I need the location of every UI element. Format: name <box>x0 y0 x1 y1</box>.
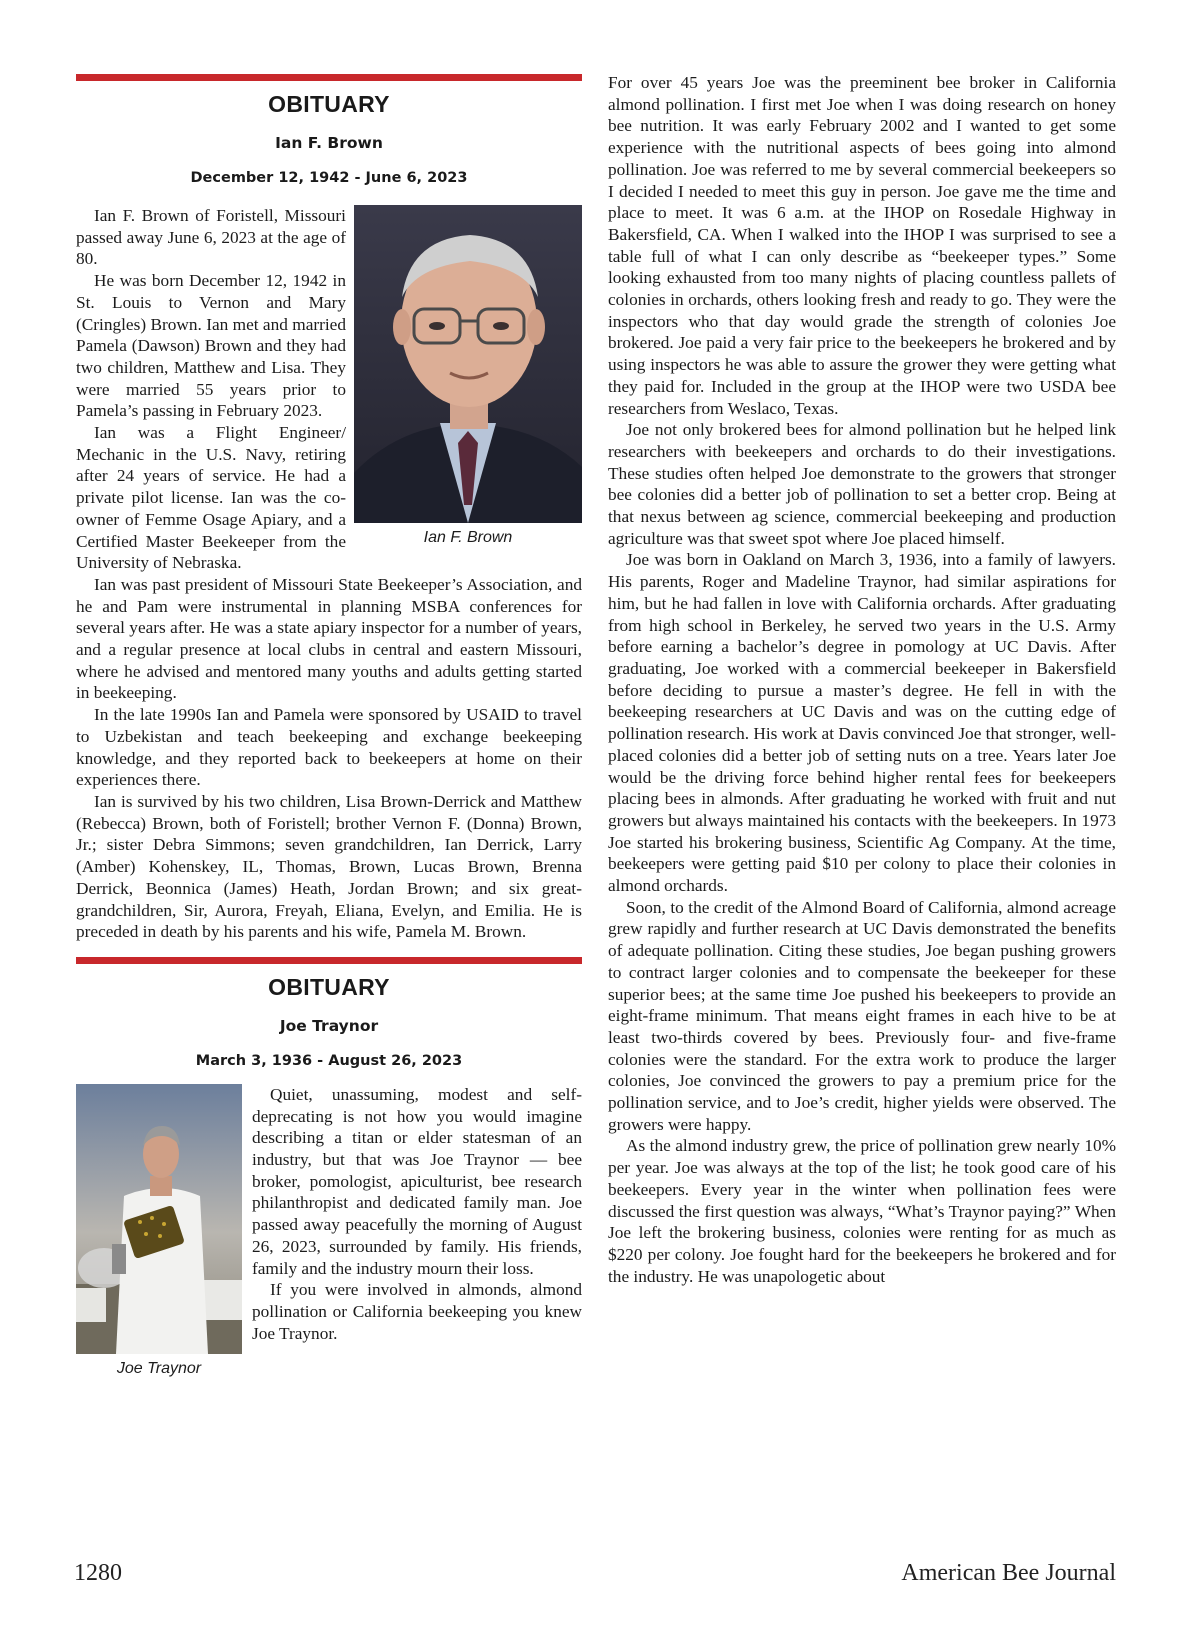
obituary-brown-body <box>76 205 582 943</box>
left-column <box>76 74 582 1380</box>
portrait-photo <box>76 1084 242 1354</box>
section-divider <box>76 74 582 81</box>
paragraph: Ian is survived by his two children, Lisa Brown-Derrick and Matthew (Rebecca) Brown, both of Foristell; brother Vernon F. (Donna) Brown, Jr.; sister Debra Simmons; seven grandchildren, Ian Derrick, Larry (Amber) Kohenskey, IL, Thomas, Brown, Lucas Brown, Brenna Derrick, Beonnica (James) Heath, Jordan Brown; and six great-grandchildren, Sir, Aurora, Freyah, Eliana, Evelyn, and Emilia. He is preceded in death by his parents and his wife, Pamela M. Brown. <box>76 791 582 942</box>
publication-title: American Bee Journal <box>901 1560 1116 1586</box>
right-column <box>608 72 1116 1287</box>
obituary-heading: OBITUARY <box>268 973 390 1000</box>
paragraph: Joe not only brokered bees for almond pollination but he helped link researchers with beekeepers and orchards to do their investigations. These studies often helped Joe demonstrate to the growers that stronger bee colonies did a better job of pollination to set a better crop. Being at that nexus between ag science, commercial beekeeping and production agriculture was that sweet spot where Joe placed himself. <box>608 420 1116 548</box>
paragraph: In the late 1990s Ian and Pamela were sponsored by USAID to travel to Uzbekistan and teach beekeeping and exchange beekeeping knowledge, and they reported back to beekeepers at home on their experiences there. <box>76 705 582 790</box>
paragraph: Ian was a Flight Engineer/ Mechanic in the U.S. Navy, retiring after 24 years of service. He had a private pilot license. Ian was the co-owner of Femme Osage Apiary, and a Certified Master Beekeeper from the University of Nebraska. <box>76 423 346 573</box>
beekeeper-illustration <box>76 1084 242 1354</box>
portrait-illustration <box>354 205 582 523</box>
paragraph: Ian was past president of Missouri State Beekeeper’s Association, and he and Pam were instrumental in planning MSBA conferences for several years after. He was a state apiary inspector for a number of years, and a regular presence at local clubs in central and eastern Missouri, where he advised and mentored many youths and adults getting started in beekeeping. <box>76 574 582 703</box>
paragraph: Joe was born in Oakland on March 3, 1936, into a family of lawyers. His parents, Roger and Madeline Traynor, had similar aspirations for him, but he had fallen in love with California orchards. After graduating from high school in Berkeley, he served two years in the U.S. Army before earning a bachelor’s degree in pomology at UC Davis. After graduating, Joe worked with a commercial beekeeper in Bakersfield before deciding to pursue a master’s degree. He fell in with the beekeeping researchers at UC Davis and was on the cutting edge of pollination research. His work at Davis convinced Joe that stronger, well-placed colonies did a better job of setting nuts on a tree. Years later Joe would be the driving force behind higher rental fees for beekeepers placing bees in almonds. After graduating he worked with fruit and nut growers but always maintained his contacts with the beekeepers. In 1973 Joe started his brokering business, Scientific Ag Company. At the time, beekeepers were getting paid $10 per colony to place their colonies in almond orchards. <box>608 550 1116 896</box>
paragraph: He was born December 12, 1942 in St. Louis to Vernon and Mary (Cringles) Brown. Ian met and married Pamela (Dawson) Brown and they had two children, Matthew and Lisa. They were married 55 years prior to Pamela’s passing in February 2023. <box>76 271 346 421</box>
obituary-heading: OBITUARY <box>268 91 390 117</box>
page-number: 1280 <box>74 1560 122 1586</box>
paragraph: For over 45 years Joe was the preeminent bee broker in California almond pollination. I first met Joe when I was doing research on honey bee nutrition. It was early February 2002 and I wanted to get some experience with the nutritional aspects of bees going into almond pollination. Joe was referred to me by several commercial beekeepers so I decided I needed to meet this guy in person. Joe gave me the time and place to meet. It was 6 a.m. at the IHOP on Rosedale Highway in Bakersfield, CA. When I walked into the IHOP I was surprised to see a table full of what I can only describe as “beekeeper types.” Some looking exhausted from too many nights of placing countless pallets of colonies in orchards, others looking fresh and ready to go. They were the inspectors who that day would grade the strength of colonies Joe brokered. Joe paid a very fair price to the beekeepers he brokered and by using inspectors he was able to assure the grower they were getting what they paid for. Included in the group at the IHOP were two USDA bee researchers from Weslaco, Texas. <box>608 73 1116 418</box>
paragraph: As the almond industry grew, the price of pollination grew nearly 10% per year. Joe was always at the top of the list; he took good care of his beekeepers. Every year in the winter when pollination fees were discussed the first question was always, “What’s Traynor paying?” When Joe left the brokering business, colonies were renting for as much as $220 per colony. Joe fought hard for the beekeepers he brokered and for the industry. He was unapologetic about <box>608 1136 1116 1286</box>
photo-figure <box>76 1084 242 1380</box>
obituary-traynor-body <box>76 1084 582 1377</box>
photo-figure <box>354 205 582 549</box>
paragraph: Soon, to the credit of the Almond Board of California, almond acreage grew rapidly and further research at UC Davis demonstrated the benefits of adequate pollination. Citing these studies, Joe began pushing growers to contract larger colonies and to compensate the beekeeper for these superior bees; at the same time Joe pushed his beekeepers to provide an eight-frame minimum. That means eight frames in each hive to be at least two-thirds covered by bees. Previously four- and five-frame colonies were the standard. For the extra work to produce the larger colonies, Joe convinced the growers to pay a premium price for the pollination service, and to Joe’s credit, higher yields were observed. The growers were happy. <box>608 897 1116 1134</box>
section-divider <box>76 957 582 964</box>
paragraph: Quiet, unassuming, modest and self-deprecating is not how you would imagine describing a titan or elder statesman of an industry, but that was Joe Traynor — bee broker, pomologist, apiculturist, bee research philanthropist and dedicated family man. Joe passed away peacefully the morning of August 26, 2023, surrounded by family. His friends, family and the industry mourn their loss. <box>252 1084 582 1278</box>
photo-caption: Joe Traynor <box>116 1359 202 1377</box>
photo-caption: Ian F. Brown <box>423 529 513 546</box>
paragraph: Ian F. Brown of Foristell, Missouri passed away June 6, 2023 at the age of 80. <box>76 206 346 269</box>
obituary-name: Joe Traynor <box>279 1016 379 1035</box>
portrait-photo <box>354 205 582 523</box>
obituary-name: Ian F. Brown <box>275 134 383 152</box>
paragraph: If you were involved in almonds, almond pollination or California beekeeping you knew Joe Traynor. <box>252 1280 582 1343</box>
obituary-dates: December 12, 1942 - June 6, 2023 <box>190 170 468 186</box>
obituary-dates: March 3, 1936 - August 26, 2023 <box>195 1052 463 1069</box>
